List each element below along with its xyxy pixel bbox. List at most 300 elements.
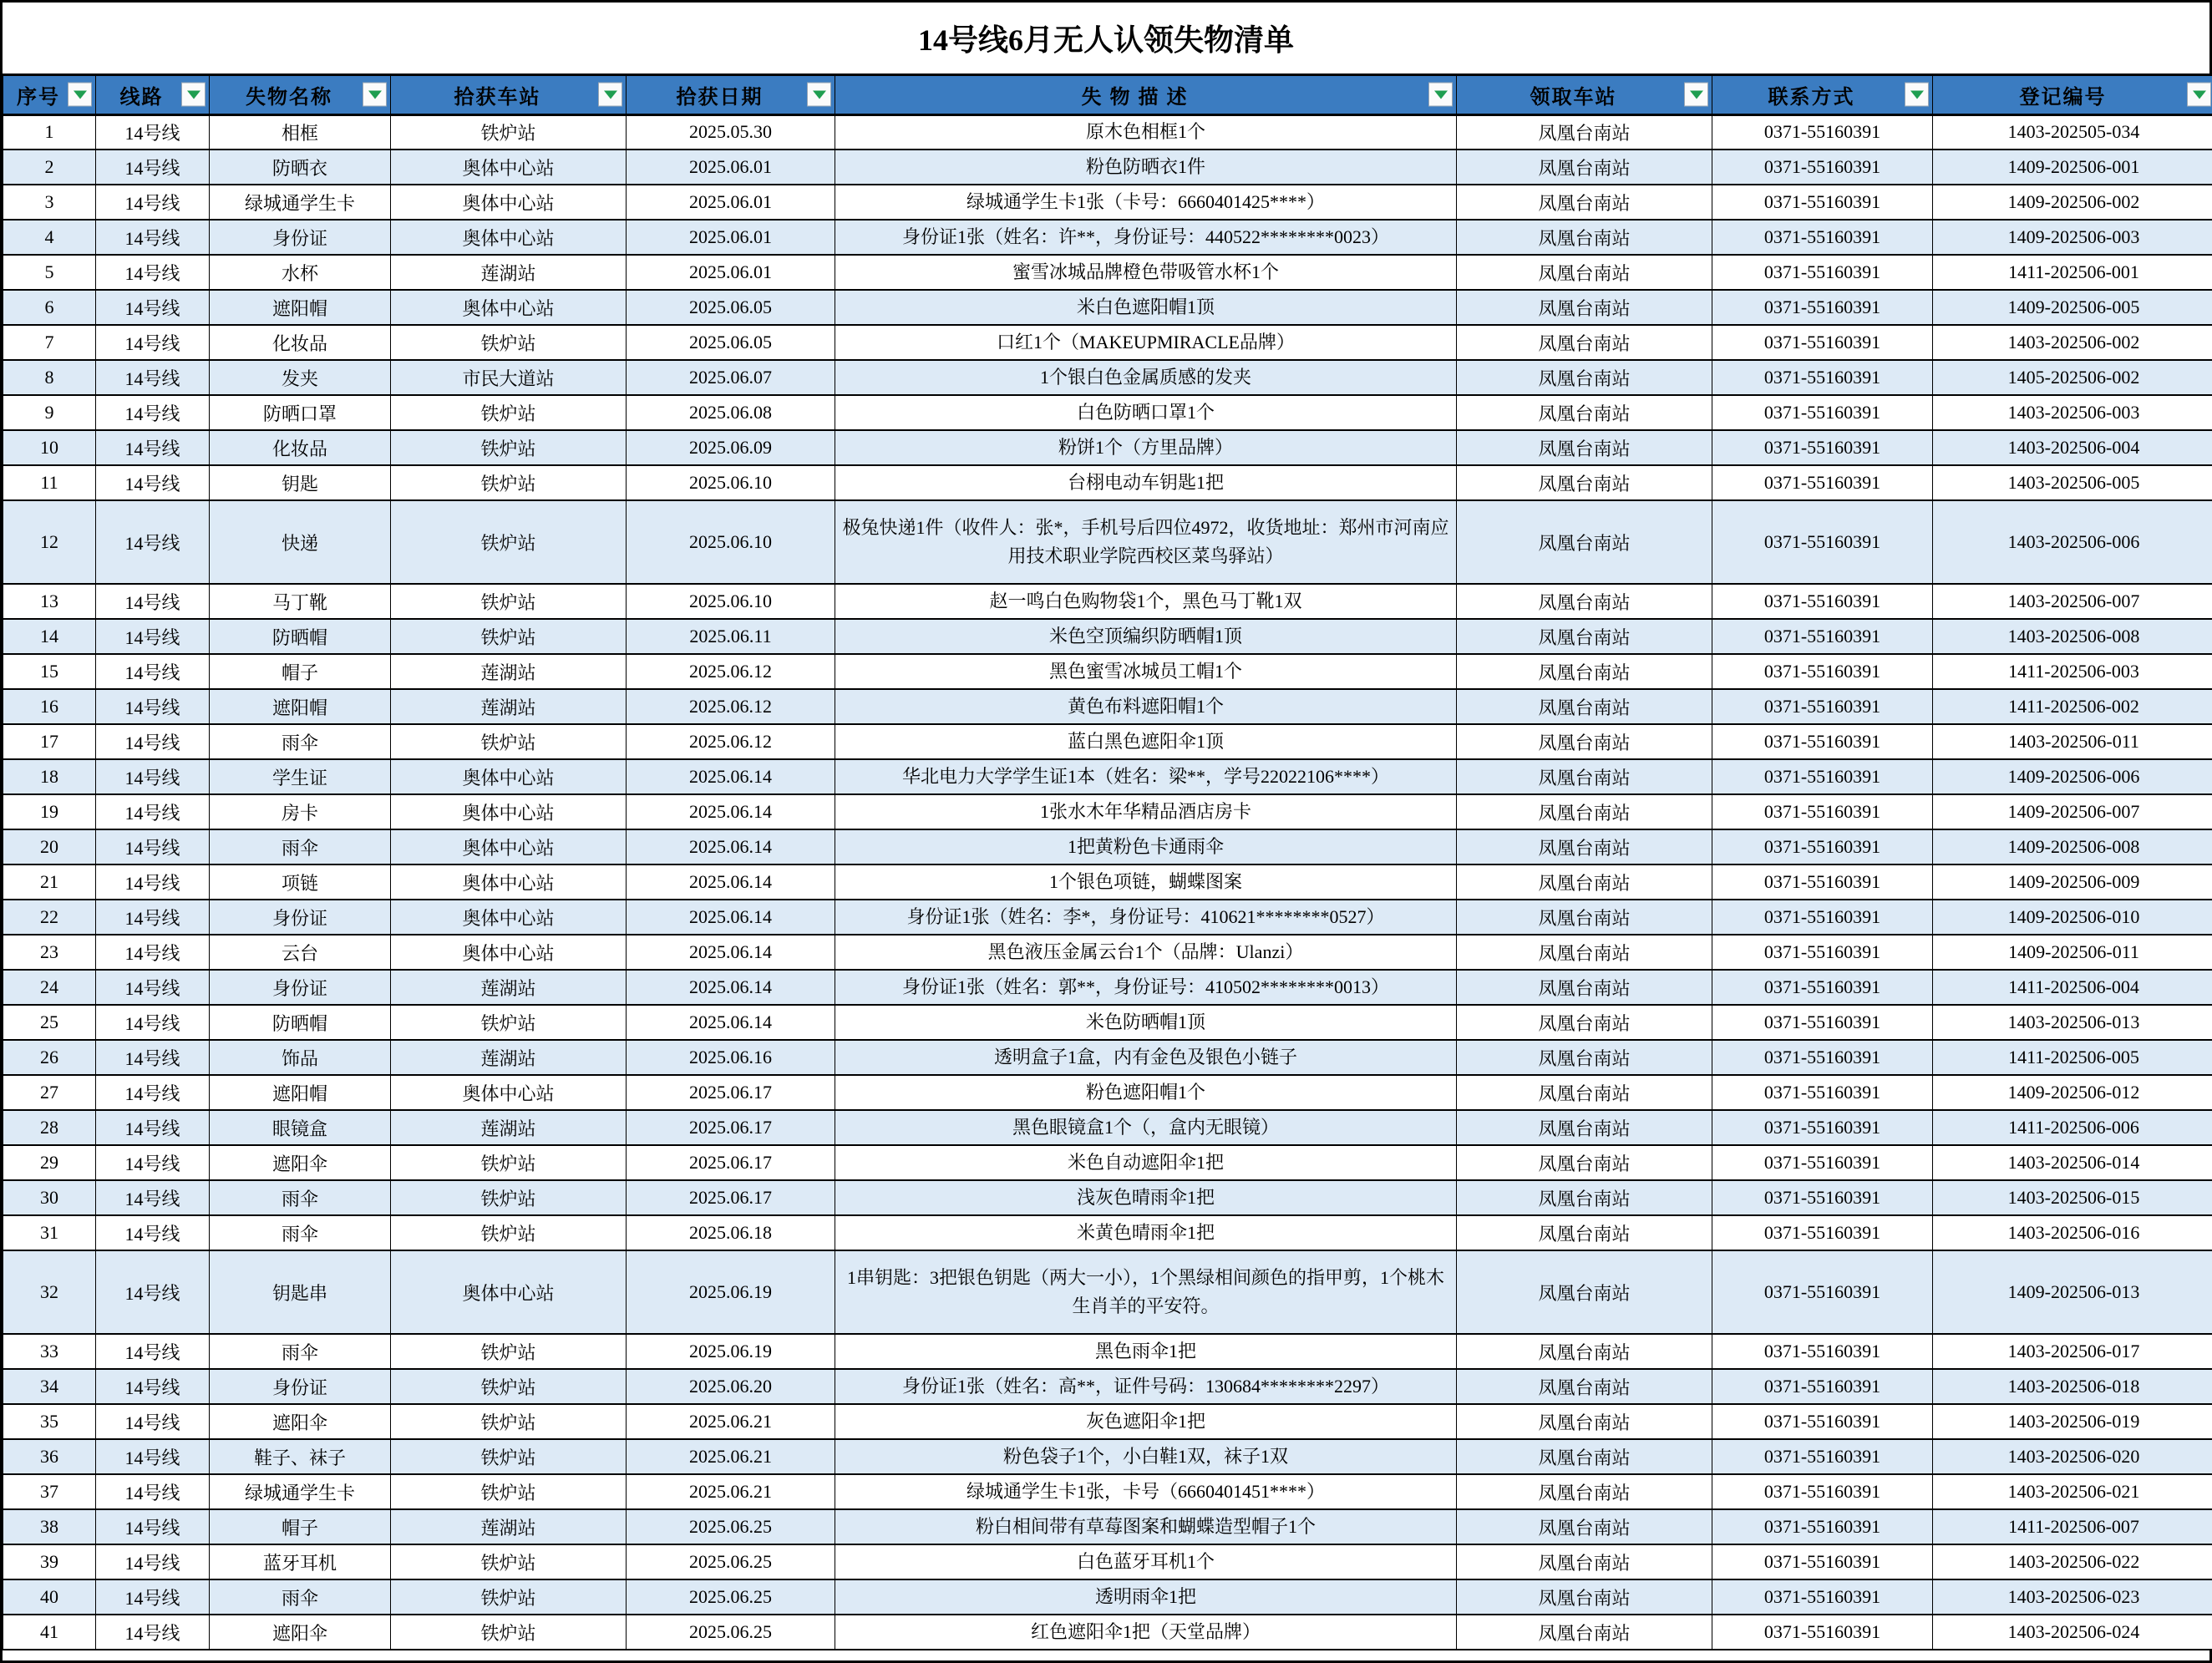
- cell-found_station: 铁炉站: [391, 500, 627, 584]
- cell-seq: 25: [3, 1005, 96, 1040]
- cell-item: 防晒帽: [210, 1005, 391, 1040]
- cell-description: 米色防晒帽1顶: [835, 1005, 1457, 1040]
- cell-reg_no: 1403-202506-017: [1933, 1334, 2212, 1369]
- cell-description: 粉饼1个（方里品牌）: [835, 430, 1457, 465]
- page-title: 14号线6月无人认领失物清单: [3, 3, 2209, 76]
- cell-reg_no: 1403-202506-006: [1933, 500, 2212, 584]
- table-row: [3, 1180, 2212, 1215]
- cell-seq: 6: [3, 290, 96, 325]
- table-row: [3, 395, 2212, 430]
- cell-seq: 39: [3, 1544, 96, 1579]
- cell-item: 身份证: [210, 1369, 391, 1404]
- cell-description: 灰色遮阳伞1把: [835, 1404, 1457, 1439]
- cell-found_date: 2025.06.07: [627, 360, 835, 395]
- chevron-down-icon: [1910, 90, 1924, 99]
- cell-line: 14号线: [96, 150, 210, 185]
- cell-item: 雨伞: [210, 724, 391, 759]
- cell-line: 14号线: [96, 114, 210, 150]
- cell-item: 钥匙: [210, 465, 391, 500]
- cell-pickup_station: 凤凰台南站: [1457, 290, 1712, 325]
- cell-pickup_station: 凤凰台南站: [1457, 1250, 1712, 1334]
- column-header-found_station: [391, 76, 627, 114]
- cell-line: 14号线: [96, 395, 210, 430]
- cell-contact: 0371-55160391: [1712, 185, 1933, 220]
- cell-description: 绿城通学生卡1张（卡号：6660401425****）: [835, 185, 1457, 220]
- table-row: [3, 935, 2212, 970]
- cell-seq: 21: [3, 864, 96, 900]
- cell-seq: 11: [3, 465, 96, 500]
- table-row: [3, 689, 2212, 724]
- table-row: [3, 360, 2212, 395]
- cell-line: 14号线: [96, 185, 210, 220]
- cell-line: 14号线: [96, 1040, 210, 1075]
- cell-reg_no: 1403-202506-008: [1933, 619, 2212, 654]
- cell-reg_no: 1411-202506-005: [1933, 1040, 2212, 1075]
- filter-button-pickup_station[interactable]: [1684, 83, 1708, 107]
- cell-found_station: 奥体中心站: [391, 290, 627, 325]
- cell-found_date: 2025.06.10: [627, 584, 835, 619]
- table-row: [3, 864, 2212, 900]
- cell-seq: 20: [3, 829, 96, 864]
- table-row: [3, 970, 2212, 1005]
- cell-line: 14号线: [96, 360, 210, 395]
- column-header-label-found_station: 拾获车站: [454, 86, 541, 109]
- cell-description: 透明盒子1盒，内有金色及银色小链子: [835, 1040, 1457, 1075]
- cell-found_date: 2025.06.14: [627, 794, 835, 829]
- cell-found_station: 奥体中心站: [391, 829, 627, 864]
- cell-seq: 3: [3, 185, 96, 220]
- cell-line: 14号线: [96, 1005, 210, 1040]
- cell-item: 雨伞: [210, 829, 391, 864]
- cell-found_date: 2025.06.25: [627, 1579, 835, 1615]
- cell-item: 雨伞: [210, 1579, 391, 1615]
- cell-description: 粉色遮阳帽1个: [835, 1075, 1457, 1110]
- cell-found_station: 铁炉站: [391, 1544, 627, 1579]
- table-row: [3, 430, 2212, 465]
- cell-description: 1把黄粉色卡通雨伞: [835, 829, 1457, 864]
- column-header-label-description: 失 物 描 述: [1081, 86, 1189, 109]
- cell-item: 遮阳伞: [210, 1615, 391, 1650]
- cell-seq: 10: [3, 430, 96, 465]
- cell-item: 化妆品: [210, 325, 391, 360]
- cell-seq: 13: [3, 584, 96, 619]
- table-row: [3, 185, 2212, 220]
- cell-line: 14号线: [96, 1509, 210, 1544]
- cell-item: 相框: [210, 114, 391, 150]
- cell-found_station: 铁炉站: [391, 1334, 627, 1369]
- cell-pickup_station: 凤凰台南站: [1457, 654, 1712, 689]
- filter-button-contact[interactable]: [1905, 83, 1929, 107]
- cell-pickup_station: 凤凰台南站: [1457, 220, 1712, 255]
- cell-contact: 0371-55160391: [1712, 689, 1933, 724]
- cell-found_date: 2025.06.21: [627, 1474, 835, 1509]
- cell-reg_no: 1403-202506-005: [1933, 465, 2212, 500]
- cell-found_station: 奥体中心站: [391, 759, 627, 794]
- cell-contact: 0371-55160391: [1712, 1110, 1933, 1145]
- cell-line: 14号线: [96, 900, 210, 935]
- cell-line: 14号线: [96, 1075, 210, 1110]
- cell-found_date: 2025.06.01: [627, 220, 835, 255]
- cell-line: 14号线: [96, 619, 210, 654]
- cell-reg_no: 1409-202506-012: [1933, 1075, 2212, 1110]
- cell-pickup_station: 凤凰台南站: [1457, 1005, 1712, 1040]
- cell-line: 14号线: [96, 1439, 210, 1474]
- cell-line: 14号线: [96, 500, 210, 584]
- cell-reg_no: 1411-202506-004: [1933, 970, 2212, 1005]
- cell-found_date: 2025.06.20: [627, 1369, 835, 1404]
- cell-found_station: 莲湖站: [391, 689, 627, 724]
- table-row: [3, 1404, 2212, 1439]
- cell-found_date: 2025.06.01: [627, 185, 835, 220]
- cell-seq: 33: [3, 1334, 96, 1369]
- cell-pickup_station: 凤凰台南站: [1457, 689, 1712, 724]
- column-header-reg_no: [1933, 76, 2212, 114]
- cell-seq: 18: [3, 759, 96, 794]
- cell-pickup_station: 凤凰台南站: [1457, 1075, 1712, 1110]
- cell-description: 米白色遮阳帽1顶: [835, 290, 1457, 325]
- cell-line: 14号线: [96, 1110, 210, 1145]
- cell-seq: 27: [3, 1075, 96, 1110]
- column-header-seq: [3, 76, 96, 114]
- column-header-label-found_date: 拾获日期: [676, 86, 764, 109]
- table-row: [3, 114, 2212, 150]
- cell-pickup_station: 凤凰台南站: [1457, 935, 1712, 970]
- cell-pickup_station: 凤凰台南站: [1457, 1040, 1712, 1075]
- cell-reg_no: 1409-202506-005: [1933, 290, 2212, 325]
- cell-reg_no: 1409-202506-008: [1933, 829, 2212, 864]
- cell-line: 14号线: [96, 1215, 210, 1250]
- cell-reg_no: 1403-202506-022: [1933, 1544, 2212, 1579]
- table-row: [3, 150, 2212, 185]
- cell-found_station: 铁炉站: [391, 430, 627, 465]
- table-row: [3, 900, 2212, 935]
- cell-description: 黑色液压金属云台1个（品牌：Ulanzi）: [835, 935, 1457, 970]
- cell-seq: 12: [3, 500, 96, 584]
- cell-seq: 8: [3, 360, 96, 395]
- cell-seq: 14: [3, 619, 96, 654]
- cell-seq: 1: [3, 114, 96, 150]
- table-row: [3, 1110, 2212, 1145]
- filter-button-description[interactable]: [1428, 83, 1453, 107]
- cell-seq: 34: [3, 1369, 96, 1404]
- cell-contact: 0371-55160391: [1712, 1404, 1933, 1439]
- cell-line: 14号线: [96, 255, 210, 290]
- cell-found_station: 铁炉站: [391, 1615, 627, 1650]
- cell-reg_no: 1409-202506-011: [1933, 935, 2212, 970]
- cell-pickup_station: 凤凰台南站: [1457, 114, 1712, 150]
- cell-seq: 7: [3, 325, 96, 360]
- cell-item: 帽子: [210, 654, 391, 689]
- cell-found_date: 2025.06.11: [627, 619, 835, 654]
- cell-found_station: 奥体中心站: [391, 935, 627, 970]
- column-header-pickup_station: [1457, 76, 1712, 114]
- cell-pickup_station: 凤凰台南站: [1457, 255, 1712, 290]
- table-row: [3, 465, 2212, 500]
- table-header-row: [3, 76, 2212, 114]
- cell-found_date: 2025.06.14: [627, 829, 835, 864]
- cell-contact: 0371-55160391: [1712, 935, 1933, 970]
- column-header-label-contact: 联系方式: [1768, 86, 1855, 109]
- cell-found_station: 铁炉站: [391, 395, 627, 430]
- cell-pickup_station: 凤凰台南站: [1457, 1145, 1712, 1180]
- cell-seq: 5: [3, 255, 96, 290]
- cell-found_date: 2025.06.19: [627, 1334, 835, 1369]
- cell-item: 防晒口罩: [210, 395, 391, 430]
- cell-found_date: 2025.06.14: [627, 970, 835, 1005]
- cell-pickup_station: 凤凰台南站: [1457, 500, 1712, 584]
- cell-reg_no: 1403-202506-011: [1933, 724, 2212, 759]
- table-row: [3, 724, 2212, 759]
- cell-line: 14号线: [96, 724, 210, 759]
- cell-item: 身份证: [210, 970, 391, 1005]
- cell-seq: 29: [3, 1145, 96, 1180]
- table-row: [3, 1250, 2212, 1334]
- cell-found_date: 2025.06.12: [627, 689, 835, 724]
- cell-found_station: 奥体中心站: [391, 220, 627, 255]
- cell-item: 水杯: [210, 255, 391, 290]
- cell-item: 遮阳帽: [210, 1075, 391, 1110]
- cell-pickup_station: 凤凰台南站: [1457, 794, 1712, 829]
- cell-reg_no: 1403-202506-021: [1933, 1474, 2212, 1509]
- cell-contact: 0371-55160391: [1712, 1040, 1933, 1075]
- cell-item: 项链: [210, 864, 391, 900]
- cell-seq: 32: [3, 1250, 96, 1334]
- cell-reg_no: 1403-202506-004: [1933, 430, 2212, 465]
- cell-description: 黑色眼镜盒1个（，盒内无眼镜）: [835, 1110, 1457, 1145]
- cell-line: 14号线: [96, 794, 210, 829]
- cell-found_station: 铁炉站: [391, 465, 627, 500]
- cell-item: 发夹: [210, 360, 391, 395]
- cell-item: 身份证: [210, 900, 391, 935]
- cell-found_station: 铁炉站: [391, 1005, 627, 1040]
- cell-seq: 23: [3, 935, 96, 970]
- cell-found_station: 奥体中心站: [391, 1250, 627, 1334]
- cell-line: 14号线: [96, 864, 210, 900]
- cell-description: 原木色相框1个: [835, 114, 1457, 150]
- cell-pickup_station: 凤凰台南站: [1457, 360, 1712, 395]
- cell-found_date: 2025.06.08: [627, 395, 835, 430]
- cell-found_date: 2025.06.19: [627, 1250, 835, 1334]
- cell-contact: 0371-55160391: [1712, 1075, 1933, 1110]
- cell-description: 粉色袋子1个，小白鞋1双，袜子1双: [835, 1439, 1457, 1474]
- cell-reg_no: 1403-202506-018: [1933, 1369, 2212, 1404]
- cell-item: 饰品: [210, 1040, 391, 1075]
- cell-seq: 24: [3, 970, 96, 1005]
- cell-pickup_station: 凤凰台南站: [1457, 395, 1712, 430]
- cell-item: 遮阳伞: [210, 1404, 391, 1439]
- filter-button-found_date[interactable]: [807, 83, 831, 107]
- cell-reg_no: 1403-202506-003: [1933, 395, 2212, 430]
- cell-item: 遮阳伞: [210, 1145, 391, 1180]
- cell-found_date: 2025.06.17: [627, 1180, 835, 1215]
- table-row: [3, 759, 2212, 794]
- table-row: [3, 1075, 2212, 1110]
- cell-contact: 0371-55160391: [1712, 970, 1933, 1005]
- cell-pickup_station: 凤凰台南站: [1457, 1579, 1712, 1615]
- cell-item: 化妆品: [210, 430, 391, 465]
- cell-found_date: 2025.06.25: [627, 1544, 835, 1579]
- cell-contact: 0371-55160391: [1712, 1250, 1933, 1334]
- cell-found_date: 2025.06.14: [627, 864, 835, 900]
- cell-description: 身份证1张（姓名：李*，身份证号：410621********0527）: [835, 900, 1457, 935]
- cell-reg_no: 1411-202506-001: [1933, 255, 2212, 290]
- chevron-down-icon: [813, 90, 826, 99]
- cell-found_station: 奥体中心站: [391, 185, 627, 220]
- cell-description: 口红1个（MAKEUPMIRACLE品牌）: [835, 325, 1457, 360]
- cell-found_date: 2025.06.05: [627, 290, 835, 325]
- cell-found_station: 奥体中心站: [391, 1075, 627, 1110]
- table-row: [3, 1439, 2212, 1474]
- chevron-down-icon: [2193, 90, 2206, 99]
- column-header-contact: [1712, 76, 1933, 114]
- cell-reg_no: 1411-202506-003: [1933, 654, 2212, 689]
- cell-reg_no: 1409-202506-009: [1933, 864, 2212, 900]
- cell-reg_no: 1403-202506-015: [1933, 1180, 2212, 1215]
- table-row: [3, 1005, 2212, 1040]
- cell-reg_no: 1403-202506-020: [1933, 1439, 2212, 1474]
- cell-contact: 0371-55160391: [1712, 465, 1933, 500]
- cell-item: 云台: [210, 935, 391, 970]
- cell-contact: 0371-55160391: [1712, 794, 1933, 829]
- cell-line: 14号线: [96, 325, 210, 360]
- cell-contact: 0371-55160391: [1712, 150, 1933, 185]
- chevron-down-icon: [1690, 90, 1703, 99]
- cell-item: 遮阳帽: [210, 689, 391, 724]
- cell-found_station: 奥体中心站: [391, 150, 627, 185]
- cell-description: 1个银白色金属质感的发夹: [835, 360, 1457, 395]
- cell-line: 14号线: [96, 1404, 210, 1439]
- table-row: [3, 1579, 2212, 1615]
- filter-button-reg_no[interactable]: [2187, 83, 2211, 107]
- cell-item: 房卡: [210, 794, 391, 829]
- cell-found_station: 铁炉站: [391, 1404, 627, 1439]
- cell-seq: 2: [3, 150, 96, 185]
- cell-line: 14号线: [96, 584, 210, 619]
- cell-line: 14号线: [96, 654, 210, 689]
- table-row: [3, 829, 2212, 864]
- cell-description: 身份证1张（姓名：郭**，身份证号：410502********0013）: [835, 970, 1457, 1005]
- cell-seq: 19: [3, 794, 96, 829]
- cell-found_date: 2025.06.01: [627, 255, 835, 290]
- cell-reg_no: 1403-202506-024: [1933, 1615, 2212, 1650]
- chevron-down-icon: [74, 90, 87, 99]
- filter-button-found_station[interactable]: [598, 83, 622, 107]
- cell-description: 绿城通学生卡1张，卡号（6660401451****）: [835, 1474, 1457, 1509]
- cell-found_station: 铁炉站: [391, 1579, 627, 1615]
- cell-contact: 0371-55160391: [1712, 360, 1933, 395]
- cell-pickup_station: 凤凰台南站: [1457, 584, 1712, 619]
- cell-description: 蓝白黑色遮阳伞1顶: [835, 724, 1457, 759]
- cell-reg_no: 1403-202506-002: [1933, 325, 2212, 360]
- table-row: [3, 500, 2212, 584]
- cell-line: 14号线: [96, 829, 210, 864]
- cell-seq: 4: [3, 220, 96, 255]
- cell-found_date: 2025.06.21: [627, 1404, 835, 1439]
- filter-button-seq[interactable]: [68, 83, 92, 107]
- column-header-label-reg_no: 登记编号: [2019, 86, 2107, 109]
- cell-pickup_station: 凤凰台南站: [1457, 1369, 1712, 1404]
- cell-contact: 0371-55160391: [1712, 1215, 1933, 1250]
- cell-found_station: 铁炉站: [391, 1145, 627, 1180]
- column-header-label-seq: 序号: [17, 86, 60, 109]
- cell-contact: 0371-55160391: [1712, 1544, 1933, 1579]
- cell-reg_no: 1411-202506-002: [1933, 689, 2212, 724]
- cell-line: 14号线: [96, 1579, 210, 1615]
- column-header-line: [96, 76, 210, 114]
- cell-item: 鞋子、袜子: [210, 1439, 391, 1474]
- chevron-down-icon: [1434, 90, 1448, 99]
- cell-pickup_station: 凤凰台南站: [1457, 900, 1712, 935]
- cell-contact: 0371-55160391: [1712, 864, 1933, 900]
- cell-description: 白色防晒口罩1个: [835, 395, 1457, 430]
- cell-reg_no: 1403-202505-034: [1933, 114, 2212, 150]
- cell-line: 14号线: [96, 1334, 210, 1369]
- cell-contact: 0371-55160391: [1712, 220, 1933, 255]
- cell-found_station: 铁炉站: [391, 724, 627, 759]
- table-row: [3, 1369, 2212, 1404]
- cell-pickup_station: 凤凰台南站: [1457, 1110, 1712, 1145]
- cell-found_date: 2025.06.12: [627, 724, 835, 759]
- column-header-label-line: 线路: [119, 86, 164, 109]
- cell-line: 14号线: [96, 220, 210, 255]
- cell-description: 黑色雨伞1把: [835, 1334, 1457, 1369]
- cell-found_date: 2025.06.10: [627, 500, 835, 584]
- cell-found_station: 铁炉站: [391, 114, 627, 150]
- column-header-description: [835, 76, 1457, 114]
- cell-pickup_station: 凤凰台南站: [1457, 430, 1712, 465]
- cell-pickup_station: 凤凰台南站: [1457, 325, 1712, 360]
- cell-contact: 0371-55160391: [1712, 619, 1933, 654]
- cell-description: 粉白相间带有草莓图案和蝴蝶造型帽子1个: [835, 1509, 1457, 1544]
- chevron-down-icon: [368, 90, 382, 99]
- cell-description: 米色自动遮阳伞1把: [835, 1145, 1457, 1180]
- table-body: [3, 114, 2212, 1650]
- cell-found_station: 莲湖站: [391, 1040, 627, 1075]
- cell-found_date: 2025.06.14: [627, 900, 835, 935]
- filter-button-line[interactable]: [181, 83, 205, 107]
- filter-button-item[interactable]: [363, 83, 387, 107]
- cell-line: 14号线: [96, 759, 210, 794]
- cell-contact: 0371-55160391: [1712, 1439, 1933, 1474]
- column-header-label-item: 失物名称: [246, 86, 332, 109]
- cell-contact: 0371-55160391: [1712, 255, 1933, 290]
- cell-found_date: 2025.06.05: [627, 325, 835, 360]
- chevron-down-icon: [187, 90, 200, 99]
- cell-found_date: 2025.05.30: [627, 114, 835, 150]
- column-header-label-pickup_station: 领取车站: [1530, 86, 1617, 109]
- cell-contact: 0371-55160391: [1712, 654, 1933, 689]
- cell-item: 身份证: [210, 220, 391, 255]
- cell-item: 钥匙串: [210, 1250, 391, 1334]
- cell-line: 14号线: [96, 1369, 210, 1404]
- cell-found_station: 奥体中心站: [391, 794, 627, 829]
- cell-contact: 0371-55160391: [1712, 1334, 1933, 1369]
- cell-reg_no: 1409-202506-006: [1933, 759, 2212, 794]
- cell-seq: 35: [3, 1404, 96, 1439]
- chevron-down-icon: [604, 90, 617, 99]
- cell-line: 14号线: [96, 935, 210, 970]
- cell-contact: 0371-55160391: [1712, 1579, 1933, 1615]
- cell-contact: 0371-55160391: [1712, 500, 1933, 584]
- cell-found_station: 铁炉站: [391, 325, 627, 360]
- table-row: [3, 255, 2212, 290]
- cell-found_date: 2025.06.18: [627, 1215, 835, 1250]
- cell-contact: 0371-55160391: [1712, 430, 1933, 465]
- cell-seq: 36: [3, 1439, 96, 1474]
- cell-description: 身份证1张（姓名：许**，身份证号：440522********0023）: [835, 220, 1457, 255]
- table-row: [3, 1215, 2212, 1250]
- cell-contact: 0371-55160391: [1712, 325, 1933, 360]
